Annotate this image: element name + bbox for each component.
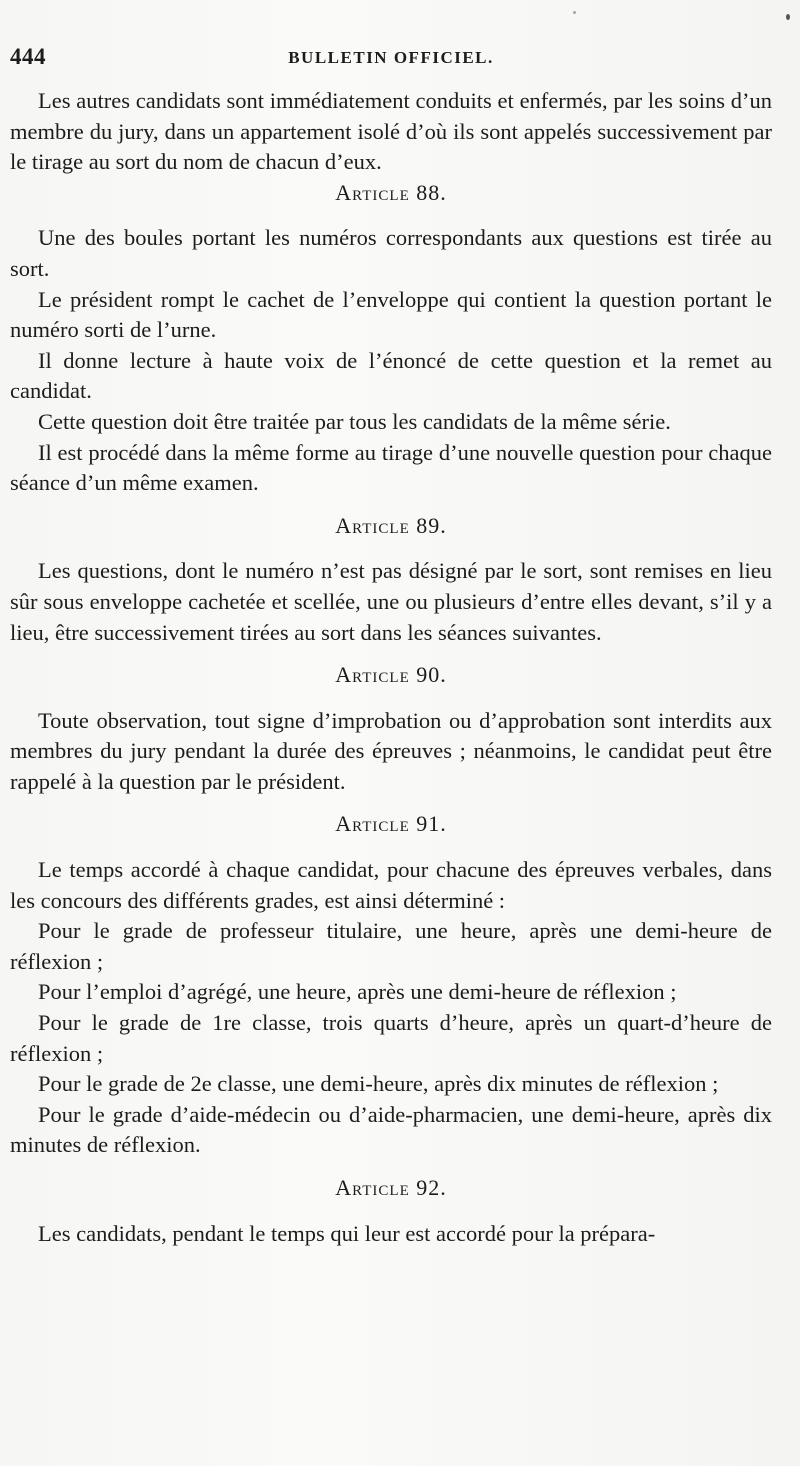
- paragraph: Les questions, dont le numéro n’est pas désigné par le sort, sont remises en lieu sûr sous enveloppe cachetée et scellée, une ou plusieurs d’entre elles devant, s’il y a lieu, être successivement tirées au sort dans les séances suivantes.: [10, 558, 772, 645]
- article-heading: Article 89.: [335, 512, 447, 538]
- page-header: [10, 44, 772, 74]
- paragraph: Le président rompt le cachet de l’enveloppe qui contient la question portant le numéro sorti de l’urne.: [10, 286, 772, 343]
- paragraph: Pour le grade de 1re classe, trois quarts d’heure, après un quart-d’heure de réflexion ;: [10, 1010, 772, 1066]
- paragraph: Il est procédé dans la même forme au tirage d’une nouvelle question pour chaque séance d’un même examen.: [10, 439, 772, 496]
- article-heading: Article 88.: [335, 179, 447, 205]
- paragraph: Les candidats, pendant le temps qui leur est accordé pour la prépara-: [38, 1220, 656, 1246]
- running-title: BULLETIN OFFICIEL.: [288, 48, 494, 67]
- paragraph: Pour l’emploi d’agrégé, une heure, après une demi-heure de réflexion ;: [38, 979, 677, 1005]
- article-heading: Article 92.: [335, 1175, 447, 1200]
- page-number: 444: [10, 44, 46, 69]
- paragraph: Pour le grade de 2e classe, une demi-heure, après dix minutes de réflexion ;: [38, 1071, 719, 1097]
- paragraph: Une des boules portant les numéros correspondants aux questions est tirée au sort.: [10, 225, 772, 281]
- paragraph: Le temps accordé à chaque candidat, pour chacune des épreuves verbales, dans les concours des différents grades, est ainsi déterminé :: [10, 857, 772, 913]
- article-heading: Article 91.: [335, 811, 447, 837]
- paragraph: Il donne lecture à haute voix de l’énoncé de cette question et la remet au candidat.: [10, 347, 772, 404]
- article-heading: Article 90.: [335, 662, 447, 688]
- ink-speck: [573, 11, 576, 14]
- paragraph: Pour le grade d’aide-médecin ou d’aide-pharmacien, une demi-heure, après dix minutes de réflexion.: [10, 1101, 772, 1158]
- paragraph: Pour le grade de professeur titulaire, une heure, après une demi-heure de réflexion ;: [10, 918, 772, 974]
- paragraph: Les autres candidats sont immédiatement conduits et enfermés, par les soins d’un membre du jury, dans un appartement isolé d’où ils sont appelés successivement par le tirage au sort du nom de chacun d’eux.: [10, 88, 772, 175]
- body-text: [10, 86, 772, 1249]
- ink-speck: [786, 14, 790, 20]
- paragraph: Cette question doit être traitée par tous les candidats de la même série.: [38, 408, 671, 434]
- paragraph: Toute observation, tout signe d’improbation ou d’approbation sont interdits aux membres du jury pendant la durée des épreuves ; néanmoins, le candidat peut être rappelé à la question par le président.: [10, 707, 772, 794]
